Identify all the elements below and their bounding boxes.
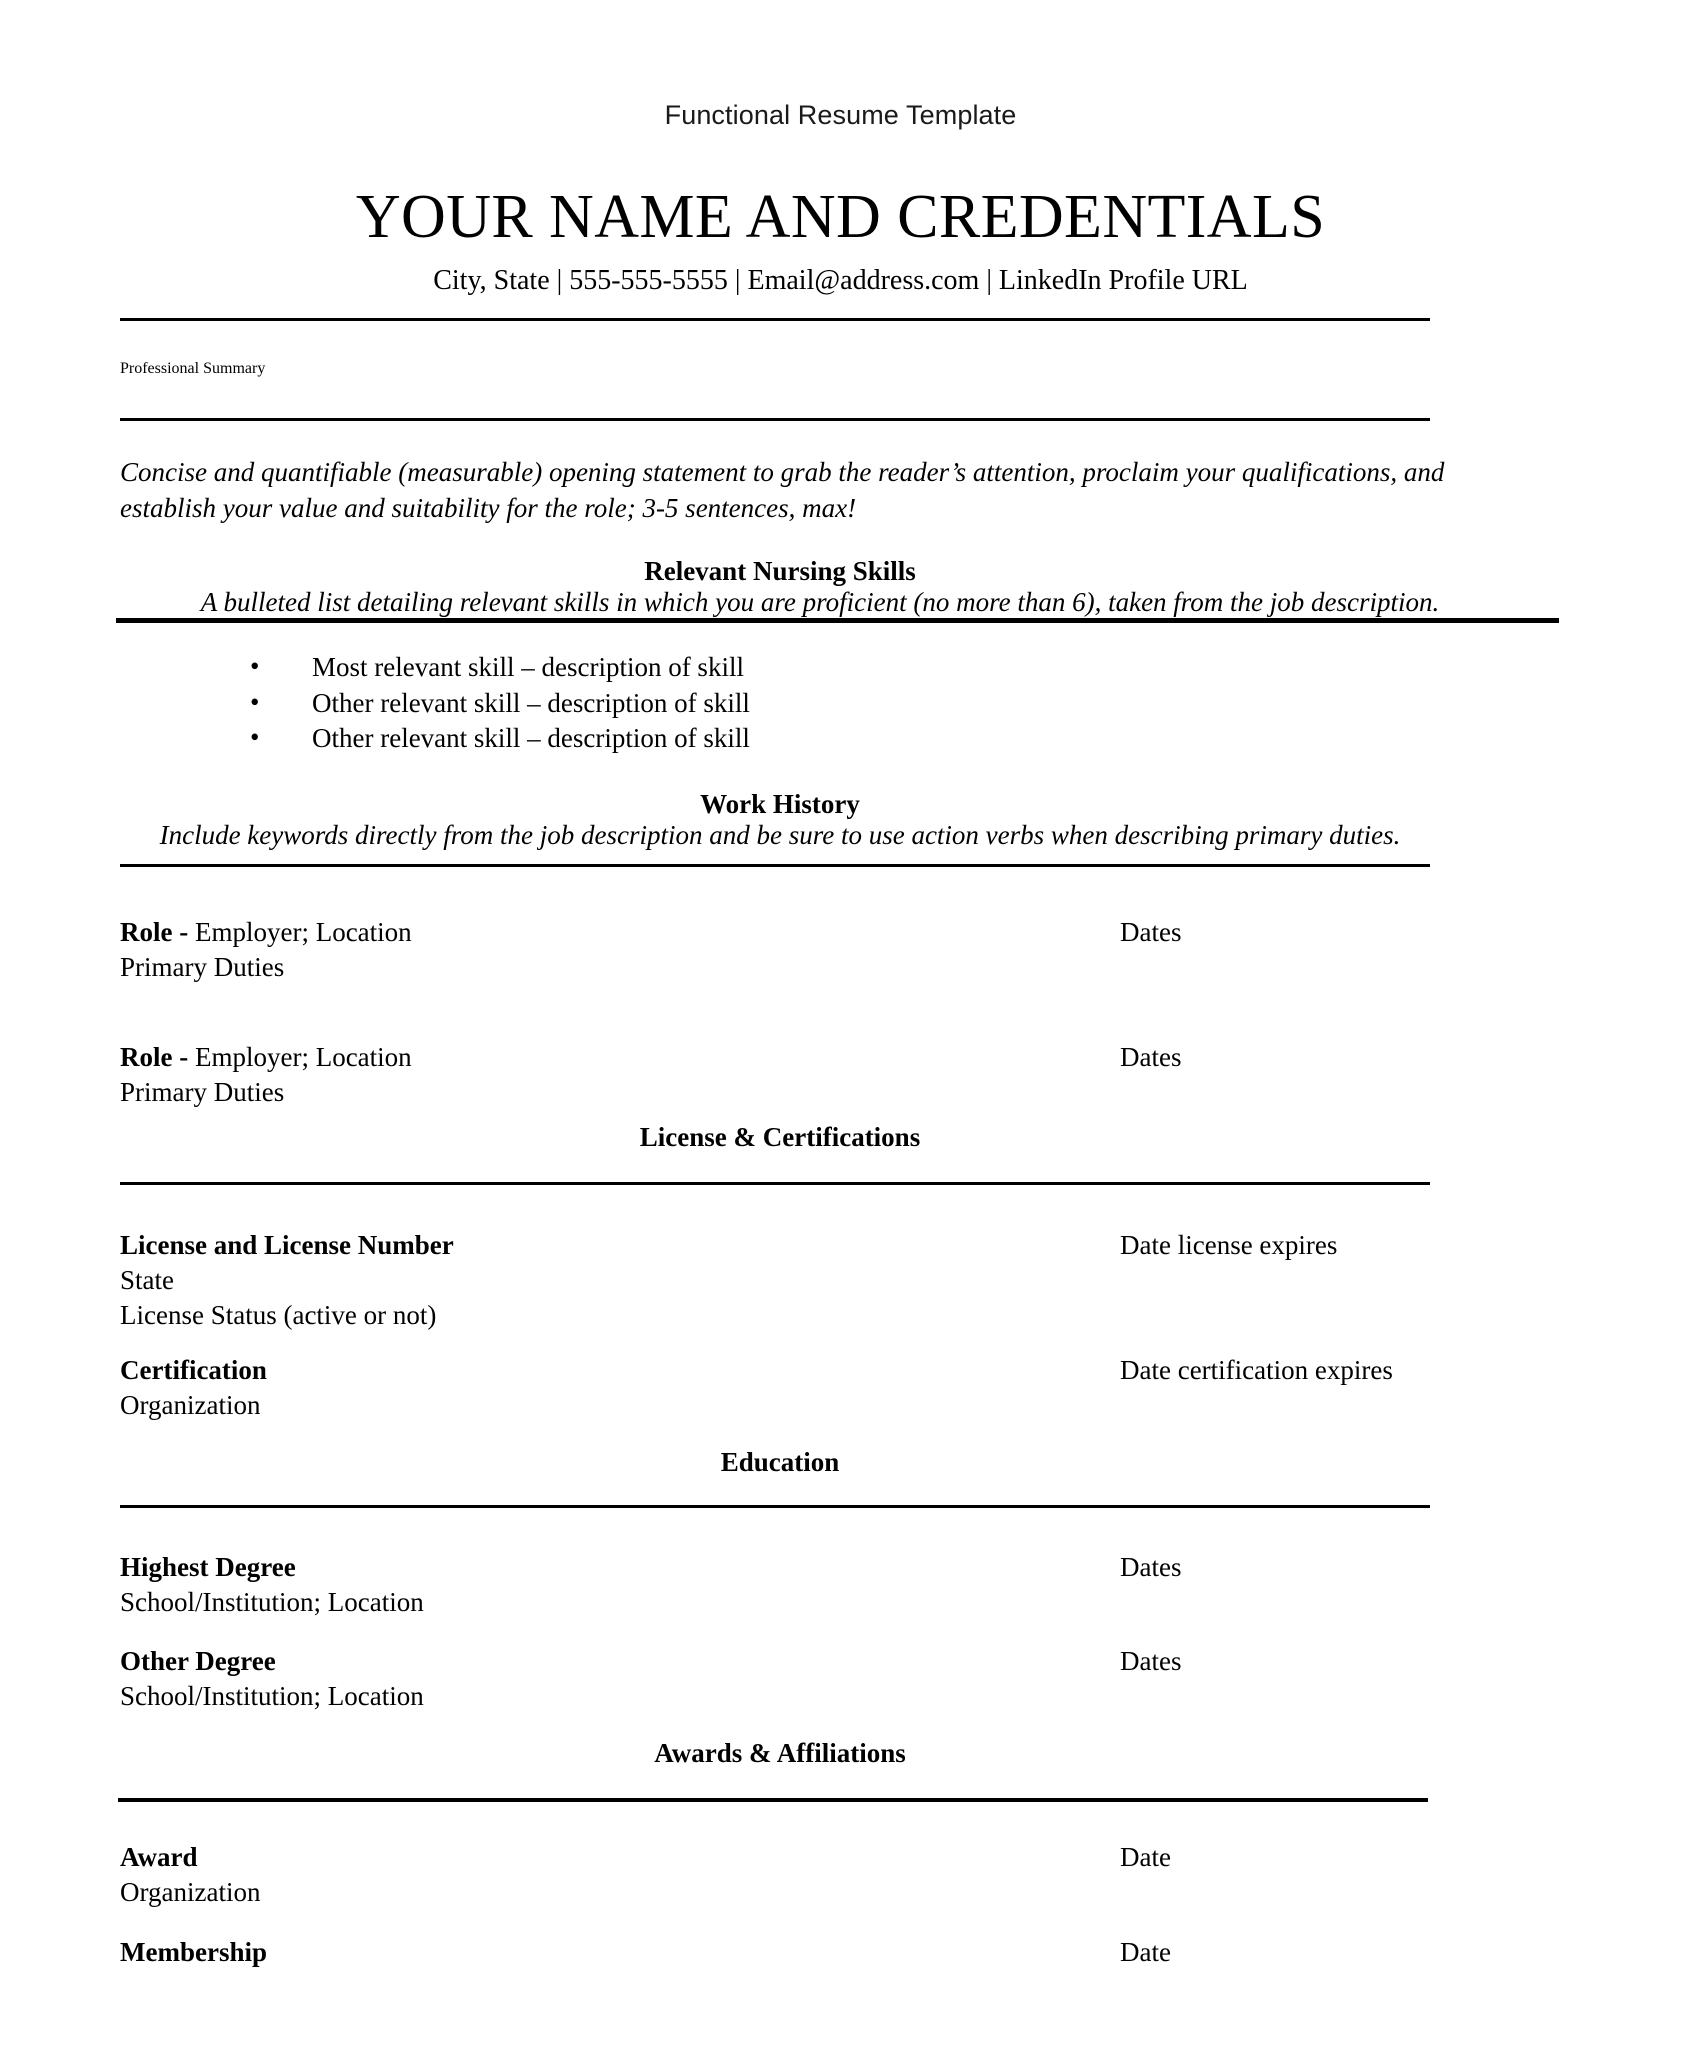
entry-header-row	[120, 1644, 1520, 1679]
work-history-entry	[120, 915, 1520, 985]
entry-header-row	[120, 1353, 1520, 1388]
summary-heading: Professional Summary	[120, 360, 266, 377]
license-certifications-rule	[120, 1182, 1430, 1185]
license-status: License Status (active or not)	[120, 1300, 437, 1331]
entry-header-row	[120, 1935, 1520, 1970]
entry-header-row	[120, 1040, 1520, 1075]
education-entry	[120, 1644, 1520, 1714]
membership-entry	[120, 1935, 1520, 1970]
work-history-rule	[120, 864, 1430, 867]
entry-dates: Dates	[1120, 917, 1182, 947]
summary-rule-bottom	[120, 418, 1430, 421]
award-organization: Organization	[120, 1877, 261, 1908]
license-certifications-heading: License & Certifications	[639, 1122, 921, 1152]
certification-organization: Organization	[120, 1390, 261, 1421]
license-entry	[120, 1228, 1520, 1333]
work-history-entry	[120, 1040, 1520, 1110]
license-title: License and License Number	[120, 1230, 454, 1260]
degree-school: School/Institution; Location	[120, 1587, 424, 1618]
skills-rule	[116, 618, 1559, 623]
entry-title	[120, 915, 1120, 950]
awards-affiliations-heading: Awards & Affiliations	[654, 1738, 906, 1768]
skills-heading: Relevant Nursing Skills	[644, 556, 916, 586]
entry-duties: Primary Duties	[120, 1077, 285, 1108]
license-state: State	[120, 1265, 174, 1296]
role-label: Role -	[120, 1042, 189, 1072]
membership-title: Membership	[120, 1937, 267, 1967]
education-heading: Education	[720, 1447, 840, 1477]
entry-header-row	[120, 915, 1520, 950]
education-entry	[120, 1550, 1520, 1620]
certification-expires: Date certification expires	[1120, 1355, 1393, 1385]
list-item: • Other relevant skill – description of skill	[250, 686, 1570, 722]
award-entry	[120, 1840, 1520, 1910]
candidate-name: YOUR NAME AND CREDENTIALS	[355, 183, 1326, 251]
entry-dates: Dates	[1120, 1042, 1182, 1072]
role-label: Role -	[120, 917, 189, 947]
certification-entry	[120, 1353, 1520, 1423]
employer-location: Employer; Location	[194, 917, 412, 947]
employer-location: Employer; Location	[194, 1042, 412, 1072]
award-date: Date	[1120, 1842, 1171, 1872]
award-title: Award	[120, 1842, 198, 1872]
awards-affiliations-rule	[118, 1798, 1428, 1802]
entry-duties: Primary Duties	[120, 952, 285, 983]
skills-subtitle: A bulleted list detailing relevant skills in which you are proficient (no more than 6), taken from the job description.	[200, 587, 1440, 617]
certification-title: Certification	[120, 1355, 267, 1385]
entry-title	[120, 1040, 1120, 1075]
degree-dates: Dates	[1120, 1646, 1182, 1676]
license-expires: Date license expires	[1120, 1230, 1338, 1260]
template-title: Functional Resume Template	[664, 100, 1017, 130]
work-history-heading: Work History	[700, 789, 860, 819]
degree-title: Other Degree	[120, 1646, 276, 1676]
summary-rule-top	[120, 318, 1430, 321]
degree-school: School/Institution; Location	[120, 1681, 424, 1712]
list-item: • Most relevant skill – description of skill	[250, 650, 1570, 686]
contact-line: City, State | 555-555-5555 | Email@address.com | LinkedIn Profile URL	[433, 265, 1248, 296]
list-item: • Other relevant skill – description of skill	[250, 721, 1570, 757]
degree-title: Highest Degree	[120, 1552, 296, 1582]
entry-header-row	[120, 1228, 1520, 1263]
skills-list	[120, 650, 1570, 757]
entry-header-row	[120, 1840, 1520, 1875]
work-history-subtitle: Include keywords directly from the job description and be sure to use action verbs when describing primary duties.	[159, 820, 1401, 850]
membership-date: Date	[1120, 1937, 1171, 1967]
education-rule	[120, 1505, 1430, 1508]
summary-body: Concise and quantifiable (measurable) opening statement to grab the reader’s attention, proclaim your qualifications, and establish your value and suitability for the role; 3-5 sentences, max!	[120, 457, 1445, 523]
degree-dates: Dates	[1120, 1552, 1182, 1582]
entry-header-row	[120, 1550, 1520, 1585]
